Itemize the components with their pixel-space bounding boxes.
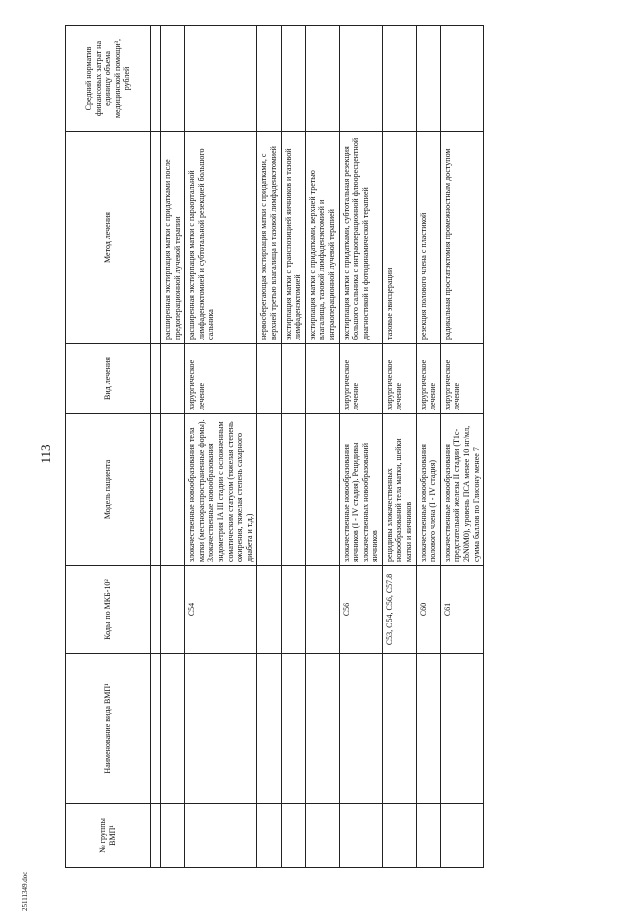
table-row-blank [151, 26, 161, 868]
cell-group [185, 804, 257, 868]
cell-model: злокачественные новообразования полового члена (I - IV стадия) [416, 414, 440, 566]
header-type: Вид лечения [66, 344, 151, 414]
footer-filename: 25111349.doc [21, 871, 29, 911]
cell-code: C60 [416, 566, 440, 654]
table-row [161, 26, 185, 868]
cell-code [305, 566, 339, 654]
cell-group [161, 804, 185, 868]
cell-type [305, 344, 339, 414]
cell-name [185, 654, 257, 804]
vmp-table [65, 25, 484, 868]
cell-type [281, 344, 305, 414]
table-row [305, 26, 339, 868]
cell-cost [440, 26, 483, 132]
cell-model: злокачественные новообразования тела матки (местнораспространенные формы). Злокачественные новообразования эндометрия IA III стадии с осложненным соматическим статусом (тяжелая степень ожирения, тяжелая степень сахарного диабета и т.д.) [185, 414, 257, 566]
cell-name [257, 654, 281, 804]
cell-group [281, 804, 305, 868]
cell-name [339, 654, 382, 804]
cell-name [416, 654, 440, 804]
cell-method: экстирпация матки с придатками, верхней третью влагалища, тазовой лимфаденэктомией и интраоперационной лучевой терапией [305, 132, 339, 344]
cell-method: тазовые эвисцерации [382, 132, 416, 344]
cell-group [382, 804, 416, 868]
cell-cost [161, 26, 185, 132]
cell-type: хирургическое лечение [339, 344, 382, 414]
cell-cost [416, 26, 440, 132]
cell-method: экстирпация матки с транспозицией яичников и тазовой лимфаденэктомией [281, 132, 305, 344]
header-group: № группы ВМП¹ [66, 804, 151, 868]
table-row [339, 26, 382, 868]
cell-name [440, 654, 483, 804]
cell-code: C61 [440, 566, 483, 654]
table-row [416, 26, 440, 868]
header-model: Модель пациента [66, 414, 151, 566]
cell-code [281, 566, 305, 654]
cell-code: C56 [339, 566, 382, 654]
landscape-table-container [65, 26, 625, 868]
cell-model [305, 414, 339, 566]
cell-cost [339, 26, 382, 132]
header-cost: Средний норматив финансовых затрат на единицу объема медицинской помощи³, рублей [66, 26, 151, 132]
cell-name [281, 654, 305, 804]
cell-code [161, 566, 185, 654]
cell-name [305, 654, 339, 804]
cell-cost [305, 26, 339, 132]
cell-type: хирургическое лечение [440, 344, 483, 414]
cell-method: нервосберегающая экстирпация матки с придатками, с верхней третью влагалища и тазовой лимфаденкэтомией [257, 132, 281, 344]
cell-group [305, 804, 339, 868]
table-row [382, 26, 416, 868]
header-row [66, 26, 151, 868]
cell-model [257, 414, 281, 566]
cell-method: расширенная экстирпация матки с параортальной лимфаденэктомией и субтотальной резекцией большого сальника [185, 132, 257, 344]
cell-cost [257, 26, 281, 132]
cell-type: хирургическое лечение [382, 344, 416, 414]
table-row [257, 26, 281, 868]
cell-method: резекция полового члена с пластикой [416, 132, 440, 344]
cell-model: злокачественные новообразования предстательной железы II стадии (T1c-2bN0M0), уровень ПСА менее 10 нг/мл, сумма баллов по Глисону менее 7 [440, 414, 483, 566]
cell-name [382, 654, 416, 804]
cell-group [339, 804, 382, 868]
table-row [281, 26, 305, 868]
cell-group [257, 804, 281, 868]
cell-code [257, 566, 281, 654]
cell-group [440, 804, 483, 868]
cell-code: C54 [185, 566, 257, 654]
cell-code: C53, C54, C56, C57.8 [382, 566, 416, 654]
cell-model [281, 414, 305, 566]
table-row [440, 26, 483, 868]
cell-cost [281, 26, 305, 132]
cell-name [161, 654, 185, 804]
cell-group [416, 804, 440, 868]
cell-cost [382, 26, 416, 132]
cell-method: радикальная простатэктомия промежностным доступом [440, 132, 483, 344]
header-method: Метод лечения [66, 132, 151, 344]
cell-method: экстирпация матки с придатками, субтотальная резекция большого сальника с интраоперационной флюоресцентной диагностикой и фотодинамической терапией [339, 132, 382, 344]
table-row [185, 26, 257, 868]
page-number: 113 [38, 444, 53, 464]
cell-model: злокачественные новообразования яичников (I - IV стадия). Рецидивы злокачественных новообразований яичников [339, 414, 382, 566]
cell-model: рецидивы злокачественных новообразований тела матки, шейки матки и яичников [382, 414, 416, 566]
cell-model [161, 414, 185, 566]
cell-type: хирургическое лечение [416, 344, 440, 414]
cell-type [161, 344, 185, 414]
header-name: Наименование вида ВМП¹ [66, 654, 151, 804]
header-codes: Коды по МКБ-10² [66, 566, 151, 654]
cell-type: хирургическое лечение [185, 344, 257, 414]
cell-type [257, 344, 281, 414]
cell-cost [185, 26, 257, 132]
cell-method: расширенная экстирпация матки с придатками после предоперационной лучевой терапии [161, 132, 185, 344]
